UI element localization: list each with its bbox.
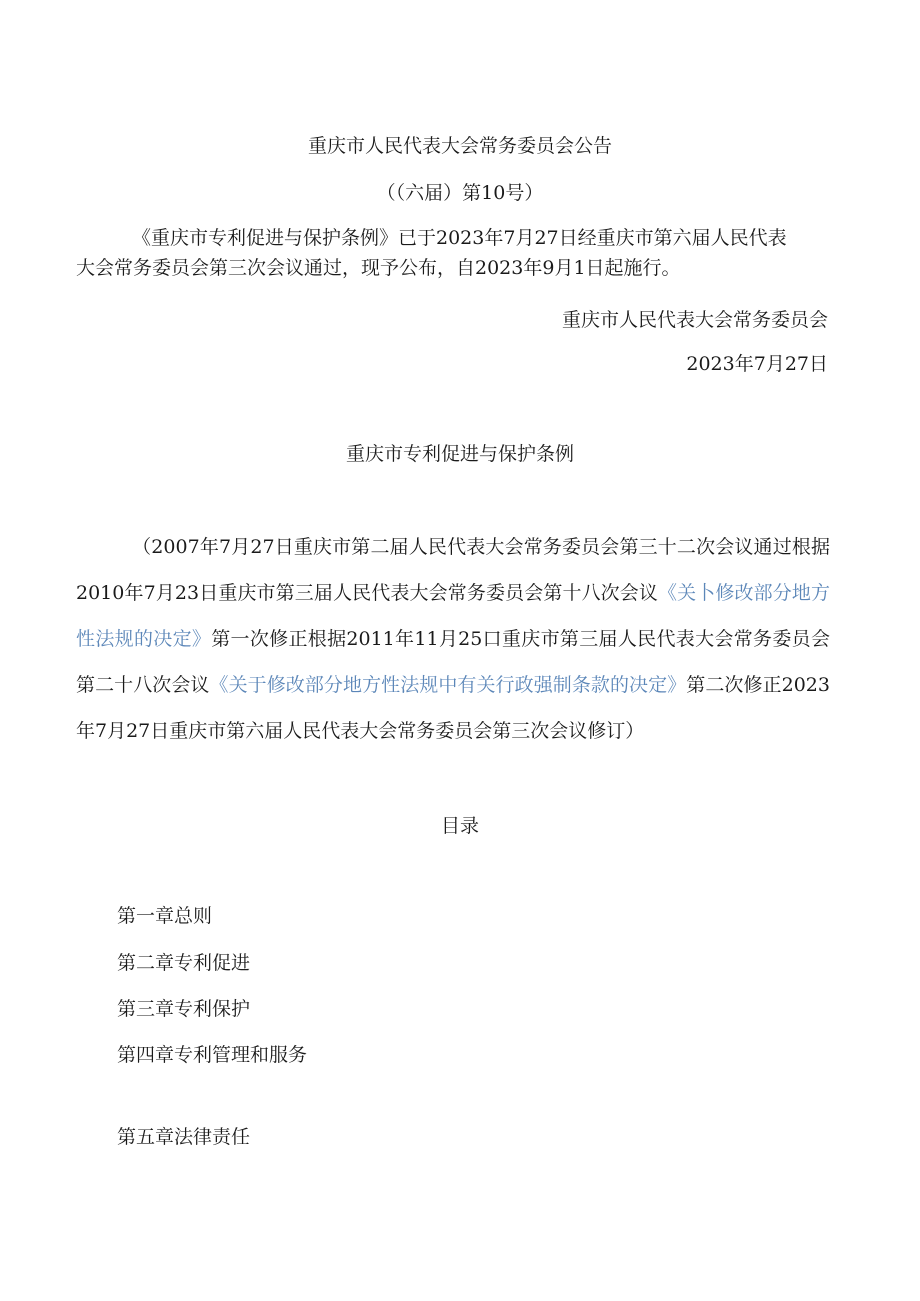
notice-title: 重庆市人民代表大会常务委员会公告 (307, 135, 612, 157)
toc-item-chapter-2: 第二章专利促进 (117, 952, 251, 974)
notice-body-line-2: 大会常务委员会第三次会议通过，现予公布，自2023年9月1日起施行。 (76, 257, 681, 279)
notice-date: 2023年7月27日 (686, 353, 828, 375)
regulation-history (76, 524, 830, 754)
history-text-1: （2007年7月27日重庆市第二届人民代表大会常务委员会第三十二次会议通过根据2010年7月23日重庆市第三届人民代表大会常务委员会第十八次会议 (76, 536, 830, 604)
toc-item-chapter-4: 第四章专利管理和服务 (117, 1044, 308, 1066)
toc-item-chapter-3: 第三章专利保护 (117, 998, 251, 1020)
history-text-2: 第一次修正根据2011年11月25口重庆市第三届人民代表大会常务委员会第二十八次会议 (76, 628, 830, 696)
notice-signature: 重庆市人民代表大会常务委员会 (561, 309, 828, 331)
history-text-3: 第二次修正2023年7月27日重庆市第六届人民代表大会常务委员会第三次会议修订） (76, 674, 830, 742)
regulation-title: 重庆市专利促进与保护条例 (345, 443, 574, 465)
toc-title: 目录 (440, 815, 479, 837)
notice-number: （（六届）第10号） (376, 182, 544, 204)
notice-body-line-1: 《重庆市专利促进与保护条例》已于2023年7月27日经重庆市第六届人民代表 (132, 227, 787, 249)
history-link-1[interactable]: 《关卜修改部分地方性法规的决定》 (76, 582, 830, 650)
history-link-2[interactable]: 《关于修改部分地方性法规中有关行政强制条款的决定》 (209, 674, 687, 696)
toc-item-chapter-5: 第五章法律责任 (117, 1126, 251, 1148)
toc-item-chapter-1: 第一章总则 (117, 905, 213, 927)
